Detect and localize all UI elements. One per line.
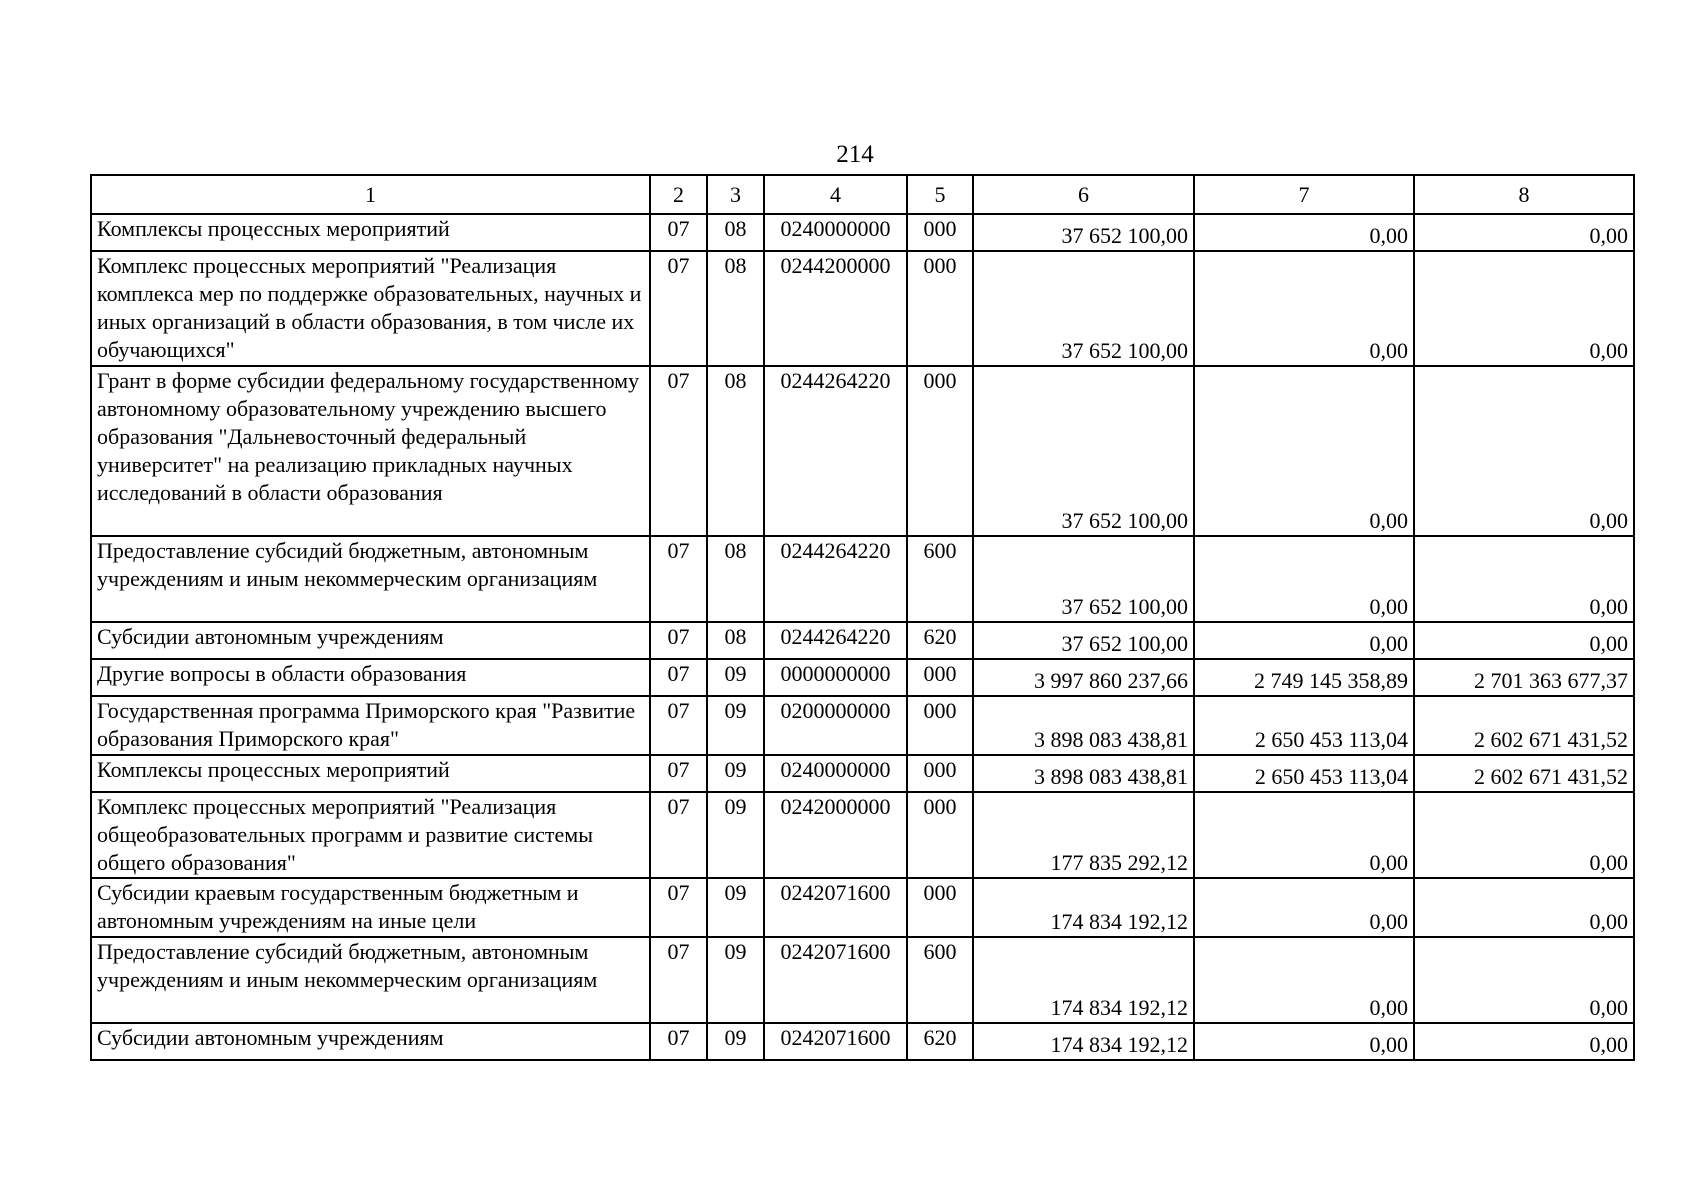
table-row: [91, 366, 1634, 536]
row-subsection-cell: 09: [707, 792, 764, 878]
column-header-8: 8: [1414, 175, 1634, 214]
row-subsection-cell: 09: [707, 1023, 764, 1060]
row-amount-col8-cell: 0,00: [1414, 792, 1634, 878]
row-amount-col6-cell: 37 652 100,00: [973, 536, 1194, 622]
column-header-5: 5: [907, 175, 973, 214]
column-header-4: 4: [764, 175, 907, 214]
row-section-cell: 07: [650, 622, 707, 659]
row-amount-col6-cell: 3 898 083 438,81: [973, 755, 1194, 792]
row-expense-type-cell: 000: [907, 755, 973, 792]
table-row: [91, 696, 1634, 755]
row-target-article-cell: 0240000000: [764, 755, 907, 792]
table-row: [91, 937, 1634, 1023]
row-section-cell: 07: [650, 659, 707, 696]
row-expense-type-cell: 000: [907, 251, 973, 366]
row-target-article-cell: 0240000000: [764, 214, 907, 251]
row-section-cell: 07: [650, 937, 707, 1023]
row-subsection-cell: 09: [707, 878, 764, 937]
row-section-cell: 07: [650, 251, 707, 366]
row-amount-col7-cell: 0,00: [1194, 536, 1414, 622]
table-row: [91, 1023, 1634, 1060]
row-amount-col7-cell: 0,00: [1194, 214, 1414, 251]
row-subsection-cell: 08: [707, 366, 764, 536]
table-row: [91, 214, 1634, 251]
row-name-cell: Субсидии краевым государственным бюджетным и автономным учреждениям на иные цели: [91, 878, 650, 937]
row-expense-type-cell: 000: [907, 366, 973, 536]
row-expense-type-cell: 600: [907, 536, 973, 622]
row-section-cell: 07: [650, 366, 707, 536]
row-amount-col7-cell: 0,00: [1194, 251, 1414, 366]
column-header-2: 2: [650, 175, 707, 214]
row-section-cell: 07: [650, 755, 707, 792]
row-amount-col7-cell: 0,00: [1194, 792, 1414, 878]
row-target-article-cell: 0242071600: [764, 878, 907, 937]
row-subsection-cell: 08: [707, 622, 764, 659]
row-amount-col7-cell: 0,00: [1194, 1023, 1414, 1060]
row-amount-col6-cell: 3 898 083 438,81: [973, 696, 1194, 755]
row-name-cell: Комплекс процессных мероприятий "Реализация общеобразовательных программ и развитие системы общего образования": [91, 792, 650, 878]
row-target-article-cell: 0244264220: [764, 622, 907, 659]
row-name-cell: Комплексы процессных мероприятий: [91, 214, 650, 251]
row-amount-col6-cell: 37 652 100,00: [973, 366, 1194, 536]
table-row: [91, 536, 1634, 622]
table-header-row: [91, 175, 1634, 214]
row-amount-col7-cell: 0,00: [1194, 622, 1414, 659]
row-target-article-cell: 0200000000: [764, 696, 907, 755]
row-section-cell: 07: [650, 214, 707, 251]
row-subsection-cell: 09: [707, 696, 764, 755]
row-amount-col6-cell: 3 997 860 237,66: [973, 659, 1194, 696]
row-target-article-cell: 0242000000: [764, 792, 907, 878]
row-subsection-cell: 08: [707, 214, 764, 251]
row-amount-col6-cell: 37 652 100,00: [973, 251, 1194, 366]
row-amount-col8-cell: 2 602 671 431,52: [1414, 755, 1634, 792]
row-subsection-cell: 08: [707, 251, 764, 366]
row-name-cell: Государственная программа Приморского края "Развитие образования Приморского края": [91, 696, 650, 755]
column-header-3: 3: [707, 175, 764, 214]
row-amount-col8-cell: 0,00: [1414, 1023, 1634, 1060]
row-expense-type-cell: 600: [907, 937, 973, 1023]
row-target-article-cell: 0244264220: [764, 366, 907, 536]
row-target-article-cell: 0242071600: [764, 1023, 907, 1060]
row-expense-type-cell: 620: [907, 622, 973, 659]
row-amount-col8-cell: 2 602 671 431,52: [1414, 696, 1634, 755]
row-amount-col6-cell: 174 834 192,12: [973, 937, 1194, 1023]
row-name-cell: Другие вопросы в области образования: [91, 659, 650, 696]
row-name-cell: Предоставление субсидий бюджетным, автономным учреждениям и иным некоммерческим организациям: [91, 937, 650, 1023]
row-expense-type-cell: 000: [907, 792, 973, 878]
row-subsection-cell: 08: [707, 536, 764, 622]
row-subsection-cell: 09: [707, 937, 764, 1023]
row-amount-col6-cell: 37 652 100,00: [973, 214, 1194, 251]
column-header-7: 7: [1194, 175, 1414, 214]
row-target-article-cell: 0000000000: [764, 659, 907, 696]
row-subsection-cell: 09: [707, 755, 764, 792]
table-row: [91, 755, 1634, 792]
row-target-article-cell: 0244200000: [764, 251, 907, 366]
row-amount-col8-cell: 0,00: [1414, 937, 1634, 1023]
row-amount-col8-cell: 0,00: [1414, 366, 1634, 536]
row-amount-col8-cell: 0,00: [1414, 536, 1634, 622]
row-subsection-cell: 09: [707, 659, 764, 696]
table-row: [91, 622, 1634, 659]
row-name-cell: Комплекс процессных мероприятий "Реализация комплекса мер по поддержке образовательных, научных и иных организаций в области образования, в том числе их обучающихся": [91, 251, 650, 366]
row-expense-type-cell: 000: [907, 696, 973, 755]
table-row: [91, 792, 1634, 878]
row-amount-col6-cell: 37 652 100,00: [973, 622, 1194, 659]
table-row: [91, 659, 1634, 696]
row-expense-type-cell: 000: [907, 878, 973, 937]
row-amount-col7-cell: 2 749 145 358,89: [1194, 659, 1414, 696]
row-name-cell: Грант в форме субсидии федеральному государственному автономному образовательному учреждению высшего образования "Дальневосточный федеральный университет" на реализацию прикладных научных исследований в области образования: [91, 366, 650, 536]
row-section-cell: 07: [650, 1023, 707, 1060]
row-expense-type-cell: 000: [907, 214, 973, 251]
row-amount-col7-cell: 0,00: [1194, 937, 1414, 1023]
table-row: [91, 878, 1634, 937]
row-amount-col8-cell: 0,00: [1414, 878, 1634, 937]
row-name-cell: Субсидии автономным учреждениям: [91, 1023, 650, 1060]
row-amount-col7-cell: 2 650 453 113,04: [1194, 696, 1414, 755]
row-name-cell: Предоставление субсидий бюджетным, автономным учреждениям и иным некоммерческим организациям: [91, 536, 650, 622]
row-amount-col6-cell: 174 834 192,12: [973, 878, 1194, 937]
column-header-1: 1: [91, 175, 650, 214]
row-section-cell: 07: [650, 536, 707, 622]
row-section-cell: 07: [650, 878, 707, 937]
row-amount-col8-cell: 2 701 363 677,37: [1414, 659, 1634, 696]
column-header-6: 6: [973, 175, 1194, 214]
row-amount-col8-cell: 0,00: [1414, 251, 1634, 366]
row-target-article-cell: 0242071600: [764, 937, 907, 1023]
row-amount-col8-cell: 0,00: [1414, 214, 1634, 251]
row-section-cell: 07: [650, 696, 707, 755]
row-name-cell: Комплексы процессных мероприятий: [91, 755, 650, 792]
row-amount-col7-cell: 0,00: [1194, 878, 1414, 937]
table-row: [91, 251, 1634, 366]
row-expense-type-cell: 620: [907, 1023, 973, 1060]
row-section-cell: 07: [650, 792, 707, 878]
row-target-article-cell: 0244264220: [764, 536, 907, 622]
row-amount-col6-cell: 174 834 192,12: [973, 1023, 1194, 1060]
row-name-cell: Субсидии автономным учреждениям: [91, 622, 650, 659]
row-expense-type-cell: 000: [907, 659, 973, 696]
row-amount-col7-cell: 0,00: [1194, 366, 1414, 536]
row-amount-col6-cell: 177 835 292,12: [973, 792, 1194, 878]
page-number: 214: [836, 141, 874, 168]
budget-table: [90, 174, 1635, 1061]
row-amount-col8-cell: 0,00: [1414, 622, 1634, 659]
row-amount-col7-cell: 2 650 453 113,04: [1194, 755, 1414, 792]
